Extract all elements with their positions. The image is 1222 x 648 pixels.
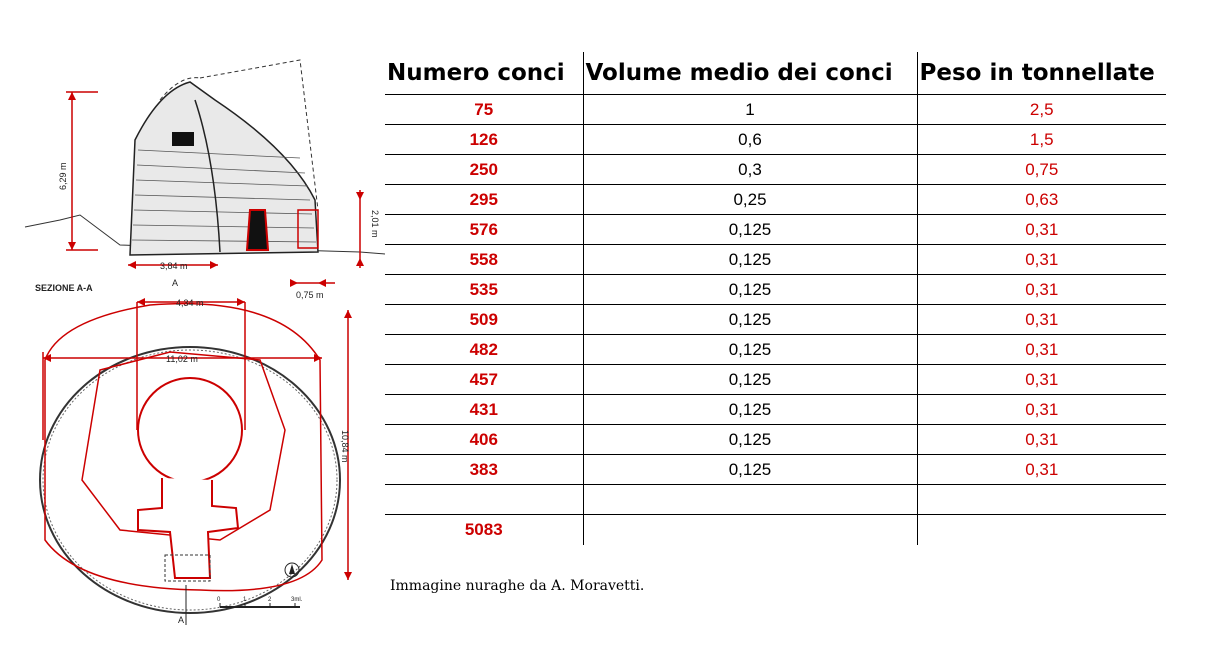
cell-volume-medio: 0,125 — [583, 275, 917, 305]
table-row — [385, 245, 1166, 275]
cell-volume-medio: 0,6 — [583, 125, 917, 155]
cell-peso: 0,31 — [917, 395, 1166, 425]
dim-wall-label: 0,75 m — [296, 290, 324, 300]
cell-volume-medio: 0,125 — [583, 305, 917, 335]
cell-numero-conci: 295 — [385, 185, 583, 215]
cell-numero-conci: 75 — [385, 95, 583, 125]
table-row-total — [385, 515, 1166, 546]
cell-peso: 2,5 — [917, 95, 1166, 125]
table-row — [385, 185, 1166, 215]
cell-peso: 0,31 — [917, 455, 1166, 485]
table-row — [385, 335, 1166, 365]
cell-empty — [583, 515, 917, 546]
cell-peso: 0,31 — [917, 305, 1166, 335]
cell-numero-conci: 482 — [385, 335, 583, 365]
cell-numero-conci: 558 — [385, 245, 583, 275]
table-row — [385, 425, 1166, 455]
table-row — [385, 95, 1166, 125]
table-row — [385, 305, 1166, 335]
cell-volume-medio: 0,125 — [583, 245, 917, 275]
scale-tick-1: 1 — [243, 597, 247, 603]
table-header-row — [385, 52, 1166, 95]
cell-numero-conci: 383 — [385, 455, 583, 485]
cell-empty — [385, 485, 583, 515]
total-numero-conci: 5083 — [464, 520, 503, 539]
cell-numero-conci: 535 — [385, 275, 583, 305]
dim-width-label: 3,84 m — [160, 261, 188, 271]
cell-peso: 0,31 — [917, 245, 1166, 275]
cell-volume-medio: 0,125 — [583, 395, 917, 425]
cell-empty — [917, 515, 1166, 546]
cell-peso: 0,63 — [917, 185, 1166, 215]
section-elevation — [25, 60, 385, 300]
cell-peso: 1,5 — [917, 125, 1166, 155]
cell-numero-conci: 406 — [385, 425, 583, 455]
cell-numero-conci: 250 — [385, 155, 583, 185]
cell-numero-conci: 431 — [385, 395, 583, 425]
cell-peso: 0,31 — [917, 275, 1166, 305]
header-volume-medio: Volume medio dei conci — [583, 52, 917, 95]
table-row-empty — [385, 485, 1166, 515]
scale-tick-2: 2 — [268, 597, 272, 603]
cell-volume-medio: 1 — [583, 95, 917, 125]
cell-volume-medio: 0,125 — [583, 365, 917, 395]
table-row — [385, 275, 1166, 305]
cell-volume-medio: 0,125 — [583, 215, 917, 245]
cell-peso: 0,75 — [917, 155, 1166, 185]
header-peso: Peso in tonnellate — [917, 52, 1166, 95]
image-credit: Immagine nuraghe da A. Moravetti. — [390, 578, 645, 594]
nuraghe-drawing — [0, 40, 390, 640]
cell-peso: 0,31 — [917, 335, 1166, 365]
table-row — [385, 365, 1166, 395]
scale-tick-0: 0 — [217, 597, 221, 603]
table-row — [385, 215, 1166, 245]
header-numero-conci: Numero conci — [385, 52, 583, 95]
dim-inner-label: 4,34 m — [176, 298, 204, 308]
cell-empty — [917, 485, 1166, 515]
cell-peso: 0,31 — [917, 425, 1166, 455]
table-row — [385, 125, 1166, 155]
cell-numero-conci: 509 — [385, 305, 583, 335]
dim-height-label: 6,29 m — [58, 162, 68, 190]
section-mark-bottom: A — [178, 615, 185, 625]
dim-entrance-height-label: 2,01 m — [370, 210, 380, 238]
cell-empty — [583, 485, 917, 515]
cell-volume-medio: 0,3 — [583, 155, 917, 185]
cell-numero-conci: 576 — [385, 215, 583, 245]
cell-numero-conci: 126 — [385, 125, 583, 155]
cell-peso: 0,31 — [917, 215, 1166, 245]
cell-volume-medio: 0,25 — [583, 185, 917, 215]
plan-view — [40, 298, 352, 625]
table-row — [385, 155, 1166, 185]
cell-numero-conci: 457 — [385, 365, 583, 395]
cell-volume-medio: 0,125 — [583, 455, 917, 485]
cell-volume-medio: 0,125 — [583, 335, 917, 365]
table-row — [385, 455, 1166, 485]
stones-table — [385, 52, 1166, 545]
section-mark-top: A — [172, 278, 179, 288]
cell-volume-medio: 0,125 — [583, 425, 917, 455]
scale-tick-3: 3ml. — [291, 597, 303, 603]
table-row — [385, 395, 1166, 425]
dim-outer-width-label: 11,02 m — [166, 354, 198, 364]
cell-peso: 0,31 — [917, 365, 1166, 395]
section-title: SEZIONE A-A — [35, 283, 93, 293]
dim-outer-height-label: 10,84 m — [340, 430, 350, 463]
